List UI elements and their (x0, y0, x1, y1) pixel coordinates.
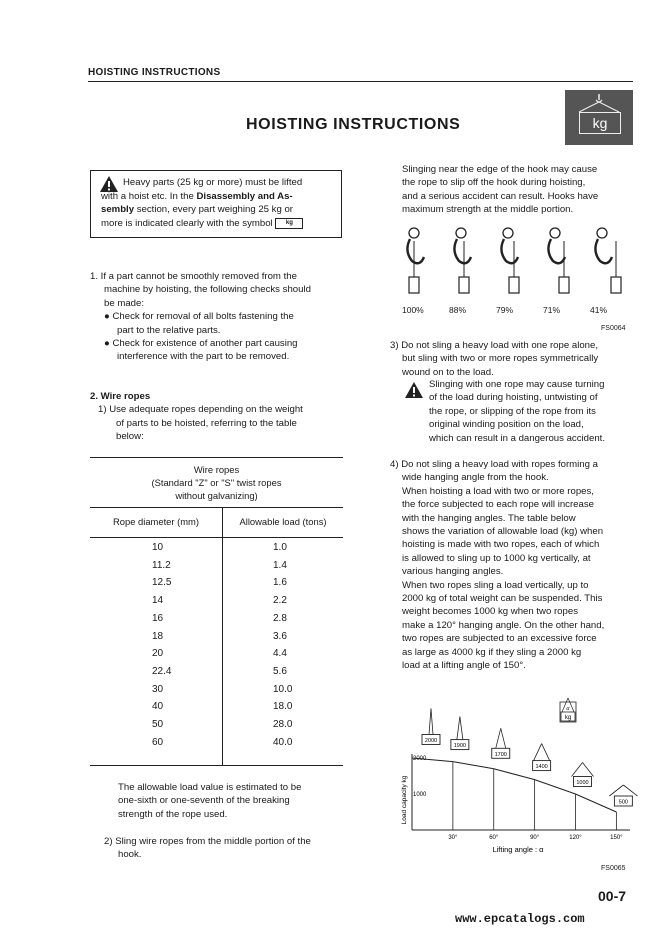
x-tick-label: 90° (530, 835, 540, 841)
bullet-2: ● Check for existence of another part causing (104, 338, 298, 350)
rope (583, 763, 594, 777)
rope (431, 709, 433, 735)
column-header-diameter: Rope diameter (mm) (113, 516, 199, 527)
item-3: 3) Do not sling a heavy load with one rope alone, but sling with two or more ropes symmetrically wound on to the load. (390, 340, 599, 378)
table-cell-diameter: 10 (152, 542, 164, 553)
hook-strength-label: 100% (402, 305, 424, 315)
warning-line: more is indicated clearly with the symbol kg (101, 217, 333, 231)
hook-icon (454, 228, 471, 293)
rope (429, 709, 431, 735)
table-cell-load: 28.0 (273, 719, 293, 730)
item-4-line: 4) Do not sling a heavy load with ropes forming a (390, 459, 598, 470)
item-4-line: make a 120° hanging angle. On the other hand, (402, 619, 605, 631)
table-cell-load: 1.0 (273, 542, 287, 553)
bullet-1-cont: part to the relative parts. (117, 324, 221, 336)
load-value-label: 1900 (453, 743, 466, 750)
rope (542, 744, 550, 761)
load-value-label: 1700 (494, 751, 507, 758)
bullet-1: ● Check for removal of all bolts fastening the (104, 311, 294, 323)
table-cell-diameter: 18 (152, 630, 164, 642)
table-cell-diameter: 20 (152, 648, 164, 660)
item-1-line: machine by hoisting, the following checks should (104, 284, 311, 296)
hook-icon (548, 228, 569, 293)
warning-line: sembly section, every part weighing 25 kg or (101, 204, 293, 216)
running-header: HOISTING INSTRUCTIONS (88, 67, 221, 78)
item-4-line: is allowed to sling up to 1000 kg vertically, at (402, 552, 591, 564)
warning-box (90, 170, 342, 238)
item-4-line: When two ropes sling a load vertically, up to (402, 579, 589, 591)
load-value-label: 1000 (576, 780, 589, 786)
item-4-line: hoisting is made with two ropes, each of which (402, 539, 600, 551)
chart-code: FS0065 (601, 865, 626, 872)
load-value-label: 500 (618, 799, 628, 806)
item-2-line: 1) Use adequate ropes depending on the weight (98, 404, 303, 416)
hook-strength-label: 79% (496, 305, 514, 315)
table-cell-diameter: 40 (152, 701, 164, 713)
allowable-note: The allowable load value is estimated to be one-sixth or one-seventh of the breaking strength of the rope used. (118, 782, 302, 820)
table-cell-diameter: 14 (152, 595, 164, 607)
table-cell-diameter: 50 (152, 719, 164, 730)
table-cell-load: 2.8 (273, 612, 287, 624)
kg-badge-icon (565, 90, 633, 145)
item-2-line: of parts to be hoisted, referring to the table (116, 417, 297, 429)
item-4 (390, 458, 632, 673)
rope (501, 728, 506, 748)
kg-badge-label: kg (579, 112, 621, 134)
hooks-illustration (400, 225, 632, 320)
item-2-heading: 2. Wire ropes (90, 391, 151, 402)
warning-line: with a hoist etc. In the Disassembly and As- (101, 190, 293, 202)
item-3-warning: Slinging with one rope may cause turning of the load during hoisting, untwisting of the rope, or slipping of the rope from its original winding position on the load, which can result in a dangerous accident. (429, 379, 605, 444)
table-cell-load: 3.6 (273, 630, 287, 642)
item-4-line: wide hanging angle from the hook. (402, 472, 549, 484)
chart-svg (398, 690, 638, 860)
table-cell-load: 1.4 (273, 559, 287, 571)
page-number: 00-7 (598, 888, 627, 904)
table-cell-load: 18.0 (273, 701, 293, 713)
rope (496, 728, 501, 748)
kg-symbol: kg (275, 218, 303, 229)
table-cell-diameter: 12.5 (152, 577, 172, 589)
y-tick-label: 2000 (413, 756, 427, 762)
rope (572, 763, 583, 777)
table-cell-diameter: 60 (152, 736, 164, 748)
table-cell-load: 4.4 (273, 648, 287, 660)
hook-strength-label: 71% (543, 305, 561, 315)
item-4-line: two ropes are subjected to an excessive force (402, 633, 597, 645)
table-cell-load: 40.0 (273, 736, 293, 748)
x-tick-label: 60° (489, 835, 499, 841)
column-header-load: Allowable load (tons) (239, 516, 327, 527)
item-1-line: 1. If a part cannot be smoothly removed from the (90, 271, 297, 282)
bullet-2-cont: interference with the part to be removed. (117, 351, 290, 363)
item-4-line: shows the variation of allowable load (kg) when (402, 526, 604, 538)
header-rule (88, 81, 633, 82)
x-tick-label: 30° (448, 835, 458, 841)
table-caption: Wire ropes (Standard "Z" or "S" twist ropes without galvanizing) (151, 464, 282, 501)
item-4-line: as large as 4000 kg if they sling a 2000 kg (402, 646, 582, 658)
item-4-line: weight becomes 1000 kg when two ropes (402, 606, 578, 618)
load-value-label: 2000 (424, 738, 438, 744)
table-cell-diameter: 22.4 (152, 665, 172, 677)
table-cell-diameter: 16 (152, 612, 164, 624)
page-title: HOISTING INSTRUCTIONS (246, 116, 461, 133)
item-4-line: load at a lifting angle of 150°. (402, 660, 526, 672)
rope (623, 785, 637, 796)
item-4-line: various hanging angles. (402, 566, 504, 578)
item-1 (90, 270, 342, 364)
y-axis-label: Load capacity kg (401, 775, 408, 825)
legend-kg: kg (564, 715, 572, 721)
warning-triangle-icon (404, 381, 424, 399)
item-4-line: When hoisting a load with two or more ropes, (402, 485, 594, 497)
y-tick-label: 1000 (413, 792, 427, 798)
rope (457, 717, 460, 740)
item-4-line: with the hanging angles. The table below (402, 512, 576, 524)
item-2-2: 2) Sling wire ropes from the middle portion of the hook. (104, 836, 311, 861)
table-cell-load: 1.6 (273, 577, 287, 589)
hook-strength-label: 88% (449, 305, 467, 315)
load-capacity-chart (398, 690, 638, 860)
figure-code: FS0064 (601, 325, 626, 332)
item-2 (90, 390, 342, 444)
item-2-line: below: (116, 431, 144, 443)
table-cell-diameter: 30 (152, 683, 164, 695)
hook-diagrams (400, 225, 632, 305)
hook-icon (595, 228, 621, 293)
watermark-url: www.epcatalogs.com (455, 912, 585, 926)
item-1-line: be made: (104, 297, 145, 309)
rope (460, 717, 463, 740)
item-4-line: 2000 kg of total weight can be suspended. This (402, 593, 603, 605)
rope (609, 785, 623, 796)
hook-icon (501, 228, 519, 293)
hook-strength-label: 41% (590, 305, 608, 315)
load-value-label: 1400 (535, 764, 548, 771)
item-4-line: the force subjected to each rope will increase (402, 499, 594, 511)
table-cell-diameter: 11.2 (152, 559, 171, 571)
legend-alpha: α (566, 706, 570, 712)
wire-rope-table (90, 457, 343, 767)
hook-intro: Slinging near the edge of the hook may cause the rope to slip off the hook during hoisting, and a serious accident can result. Hooks have maximum strength at the middle portion. (402, 164, 599, 216)
table-cell-load: 5.6 (273, 665, 287, 677)
table-cell-load: 2.2 (273, 595, 287, 607)
x-tick-label: 150° (610, 835, 623, 841)
rope (534, 744, 542, 761)
warning-line: Heavy parts (25 kg or more) must be lifted (123, 177, 303, 188)
x-tick-label: 120° (569, 835, 582, 841)
table-cell-load: 10.0 (273, 683, 293, 695)
hook-icon (407, 228, 424, 293)
x-axis-label: Lifting angle : α (492, 845, 544, 854)
